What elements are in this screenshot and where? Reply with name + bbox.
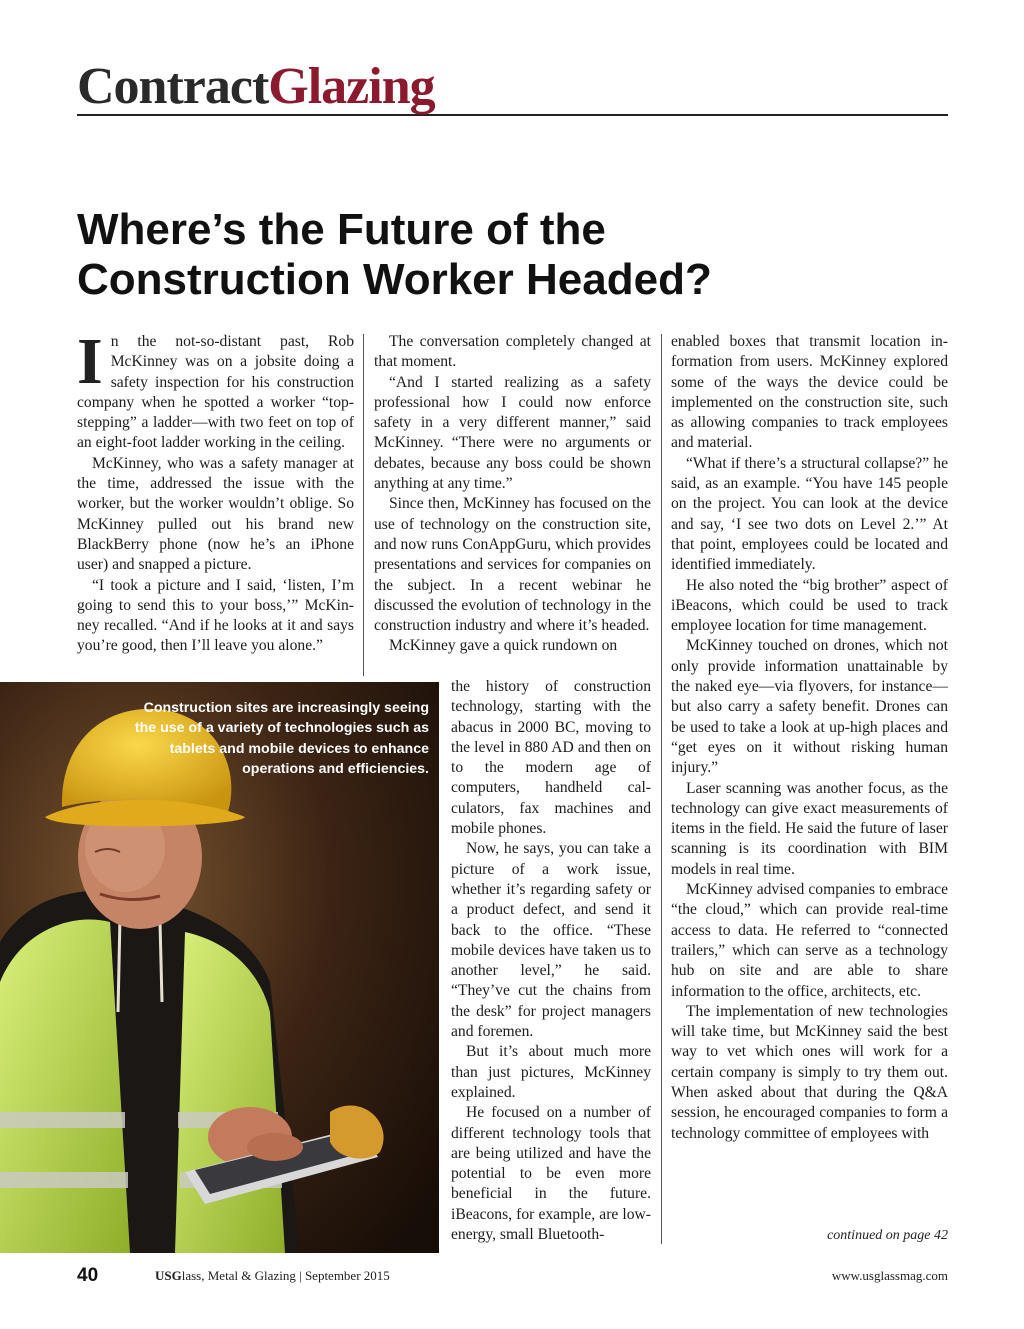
page-number: 40 bbox=[77, 1265, 99, 1286]
paragraph-text: n the not-so-distant past, Rob McKinney was on a jobsite doing a safety inspection for his construction company when he spotted a worker “top-stepping” a ladder—with two feet on top of an eight-foot ladder working in the ceiling. bbox=[77, 333, 354, 452]
article-headline: Where’s the Future of the Construction Worker Headed? bbox=[77, 205, 712, 304]
paragraph: The implementation of new technologies will take time, but McKinney said the best way to vet which ones will work for a certain company is simply to try them out. When asked about that during the Q&A session, he encouraged companies to form a technology committee of employees with bbox=[671, 1002, 948, 1142]
section-title bbox=[77, 58, 435, 116]
paragraph: Laser scanning was another focus, as the technology can give exact measurements of items in the field. He said the future of laser scanning is its coordination with BIM models in real time. bbox=[671, 779, 948, 878]
paragraph: But it’s about much more than just pictures, McKinney explained. bbox=[451, 1043, 651, 1101]
column-2 bbox=[374, 332, 651, 657]
issue-date: September 2015 bbox=[304, 1268, 390, 1283]
magazine-name-bold: USG bbox=[155, 1268, 182, 1283]
paragraph: “And I started realizing as a safety professional how I could now enforce safety in a very different manner,” said McKinney. “There were no arguments or debates, because any boss could be shown anything at any time.” bbox=[374, 373, 651, 493]
footer-separator: | bbox=[299, 1268, 302, 1283]
paragraph: He also noted the “big brother” aspect of iBeacons, which could be used to track employee location for time management. bbox=[671, 576, 948, 635]
continued-note: continued on page 42 bbox=[827, 1228, 948, 1243]
section-header bbox=[77, 54, 948, 116]
drop-cap: I bbox=[77, 325, 103, 398]
paragraph: the history of construction technology, starting with the abacus in 2000 BC, moving to the level in 880 AD and then on to the modern age of computers, handheld calculators, fax machines and mobile phones. bbox=[451, 678, 651, 838]
paragraph: “What if there’s a structural collapse?” he said, as an example. “You have 145 people on the project. You can look at the device and say, ‘I see two dots on Level 2.’” At that point, employees could be located and identified immediately. bbox=[671, 454, 948, 574]
article-photo bbox=[0, 682, 439, 1253]
paragraph: enabled boxes that transmit location information from users. McKinney explored some of the ways the device could be implemented on the construction site, such as allowing companies to track employees and material. bbox=[671, 333, 948, 452]
magazine-name bbox=[155, 1268, 390, 1284]
column-divider bbox=[661, 334, 662, 1244]
paragraph: He focused on a number of different technology tools that are being utilized and have the potential to be even more beneficial in the future. iBeacons, for example, are low-energy, small Bluetooth- bbox=[451, 1104, 651, 1244]
column-1 bbox=[77, 325, 354, 657]
column-3 bbox=[671, 332, 948, 1144]
paragraph: Now, he says, you can take a picture of a work issue, whether it’s regarding safety or a product defect, and send it back to the office. “These mobile devices have taken us to another level,” he said. “They’ve cut the chains from the desk” for project managers and foremen. bbox=[451, 840, 651, 1041]
paragraph: Since then, McKinney has focused on the use of technology on the construction site, and now runs ConAppGuru, which provides presentations and services for companies on the subject. In a recent webinar he discussed the evolution of technology in the construction industry and where it’s headed. bbox=[374, 495, 651, 635]
paragraph: McKinney gave a quick rundown on bbox=[389, 637, 618, 655]
paragraph: “I took a picture and I said, ‘listen, I’m going to send this to your boss,’” McKinney recalled. “And if he looks at it and says you’re good, then I’ll leave you alone.” bbox=[77, 576, 354, 655]
column-divider bbox=[363, 334, 364, 676]
column-2-continued bbox=[451, 677, 651, 1245]
paragraph: The conversation completely changed at that moment. bbox=[374, 333, 651, 371]
paragraph bbox=[77, 325, 354, 454]
website-url[interactable]: www.usglassmag.com bbox=[831, 1268, 948, 1283]
magazine-name-rest: lass, Metal & Glazing bbox=[181, 1268, 296, 1283]
section-title-part2: Glazing bbox=[268, 58, 435, 115]
paragraph: McKinney touched on drones, which not only provide information unattainable by the naked eye—via flyovers, for instance—but also carry a safety benefit. Drones can be used to take a look at up-high places and “get eyes on it without risking human injury.” bbox=[671, 637, 948, 777]
photo-caption: Construction sites are increasingly seeing the use of a variety of technologies such as tablets and mobile devices to enhance operations and efficiencies. bbox=[134, 700, 429, 777]
paragraph: McKinney, who was a safety manager at the time, addressed the issue with the worker, but the worker wouldn’t oblige. So McKinney pulled out his brand new BlackBerry phone (now he’s an iPhone user) and snapped a picture. bbox=[77, 454, 354, 574]
section-title-part1: Contract bbox=[77, 58, 269, 115]
page-footer bbox=[77, 1265, 948, 1289]
paragraph: McKinney advised companies to embrace “the cloud,” which can provide real-time access to data. He referred to “connected trailers,” which can serve as a technology hub on site and are able to share information to the office, architects, etc. bbox=[671, 881, 948, 1000]
